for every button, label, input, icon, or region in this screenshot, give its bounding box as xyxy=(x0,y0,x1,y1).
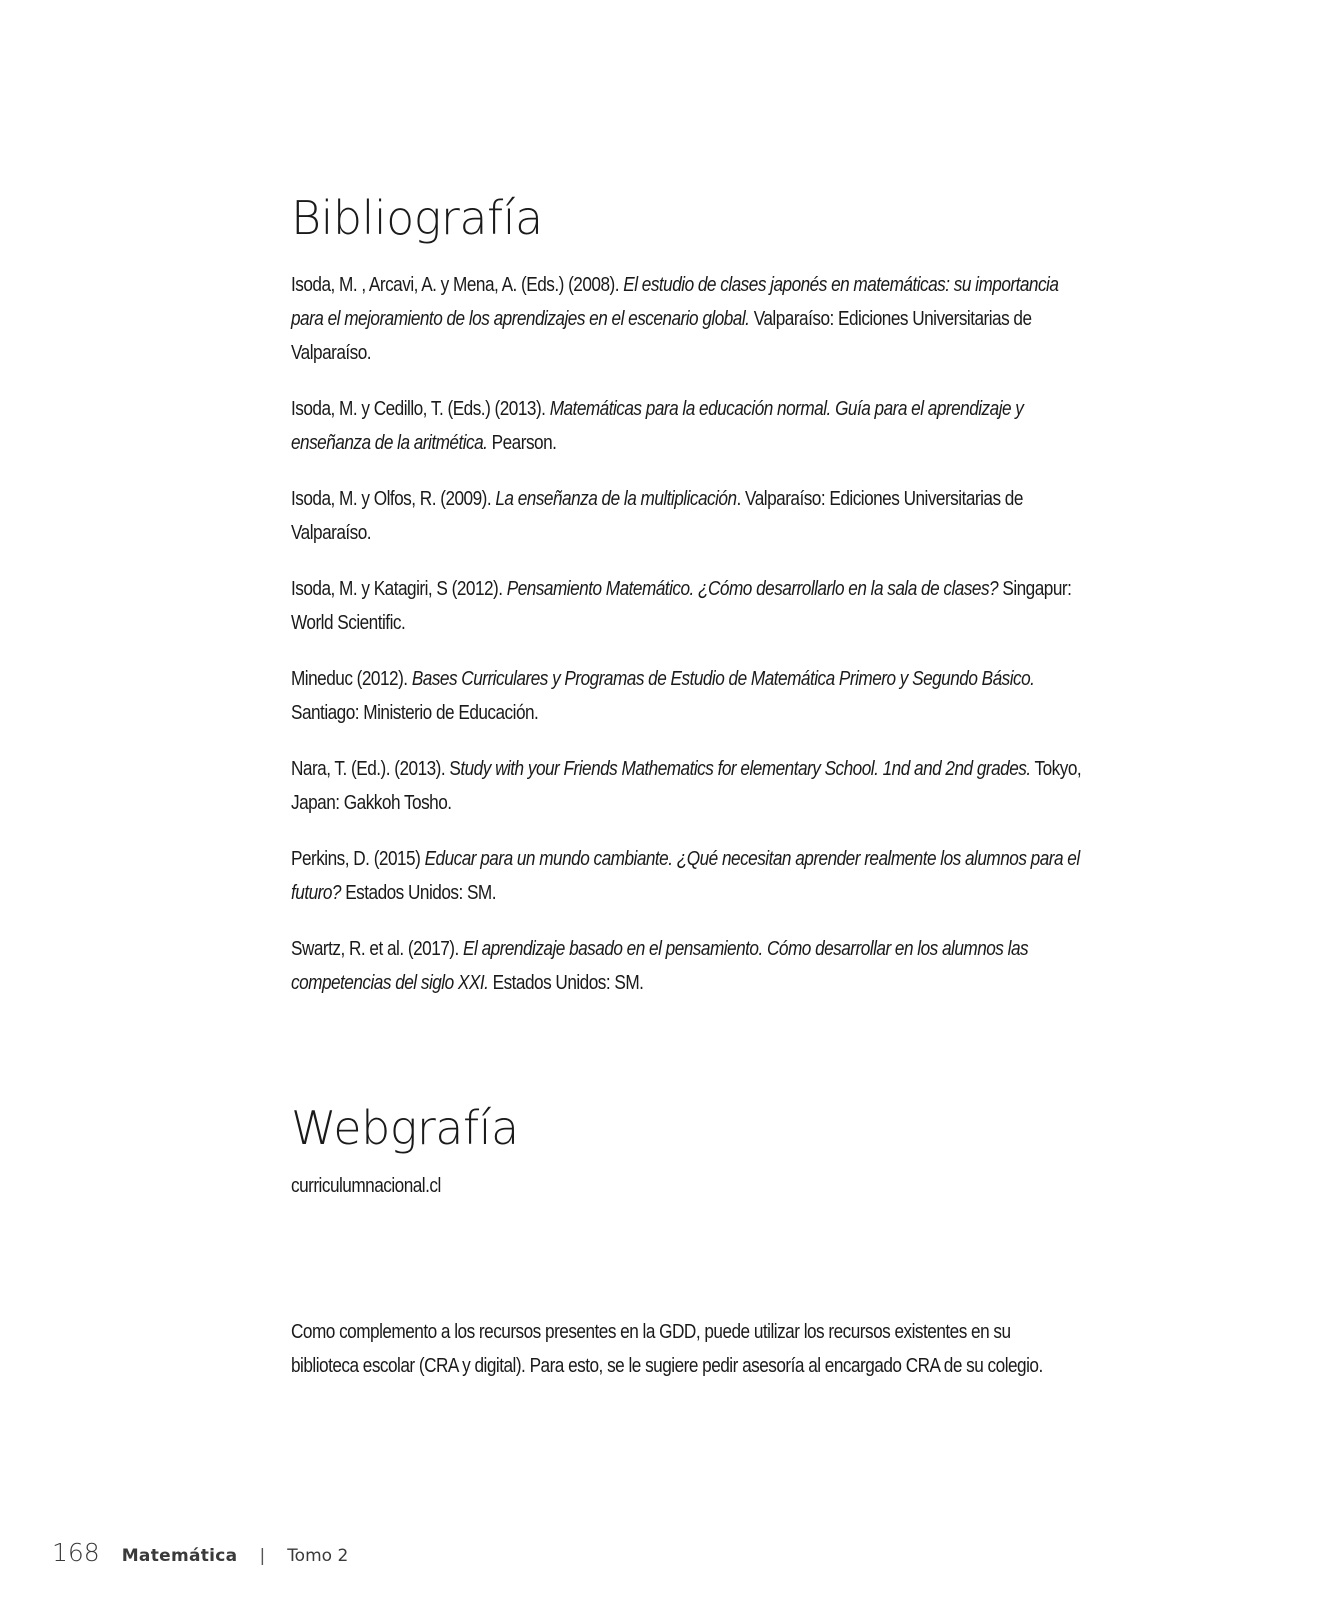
entry-authors: Swartz, R. et al. (2017). xyxy=(291,938,464,960)
page-footer xyxy=(52,1538,348,1567)
entry-title: Pensamiento Matemático. ¿Cómo desarrollarlo en la sala de clases? xyxy=(506,578,999,600)
entry-title: El aprendizaje basado en el pensamiento. Cómo desarrollar en los alumnos las competencias del siglo XXI. xyxy=(291,938,1029,994)
bibliography-entry xyxy=(291,932,1082,1000)
page-number: 168 xyxy=(52,1538,100,1567)
entry-publisher: Tokyo, Japan: Gakkoh Tosho. xyxy=(291,758,1082,814)
bibliography-heading: Bibliografía xyxy=(291,191,543,245)
entry-publisher: Singapur: World Scientific. xyxy=(291,578,1072,634)
entry-authors: Nara, T. (Ed.). (2013). S xyxy=(291,758,461,780)
entry-title: Matemáticas para la educación normal. Guía para el aprendizaje y enseñanza de la aritmética. xyxy=(291,398,1024,454)
entry-title: Educar para un mundo cambiante. ¿Qué necesitan aprender realmente los alumnos para el futuro? xyxy=(291,848,1080,904)
footer-subject: Matemática xyxy=(121,1546,238,1566)
entry-authors: Isoda, M. y Olfos, R. (2009). xyxy=(291,488,496,510)
entry-title: La enseñanza de la multiplicación xyxy=(495,488,737,510)
entry-authors: Mineduc (2012). xyxy=(291,668,412,690)
webography-link[interactable]: curriculumnacional.cl xyxy=(291,1175,441,1197)
entry-authors: Isoda, M. y Katagiri, S (2012). xyxy=(291,578,507,600)
entry-title: El estudio de clases japonés en matemáticas: su importancia para el mejoramiento de los aprendizajes en el escenario global. xyxy=(291,274,1059,330)
entry-authors: Isoda, M. , Arcavi, A. y Mena, A. (Eds.) (2008). xyxy=(291,274,624,296)
entry-title: Bases Curriculares y Programas de Estudio de Matemática Primero y Segundo Básico. xyxy=(411,668,1035,690)
webography-heading: Webgrafía xyxy=(291,1101,519,1155)
bibliography-entry xyxy=(291,842,1082,910)
bibliography-entry xyxy=(291,268,1082,370)
resources-note: Como complemento a los recursos presentes en la GDD, puede utilizar los recursos existentes en su biblioteca escolar (CRA y digital). Para esto, se le sugiere pedir asesoría al encargado CRA de su colegio. xyxy=(291,1321,1043,1377)
bibliography-list xyxy=(291,268,1081,1022)
entry-title: tudy with your Friends Mathematics for elementary School. 1nd and 2nd grades. xyxy=(460,758,1031,780)
bibliography-entry xyxy=(291,482,1082,550)
bibliography-entry xyxy=(291,752,1082,820)
entry-publisher: Estados Unidos: SM. xyxy=(488,972,644,994)
entry-publisher: Estados Unidos: SM. xyxy=(340,882,497,904)
entry-publisher: Pearson. xyxy=(487,432,557,454)
entry-authors: Perkins, D. (2015) xyxy=(291,848,425,870)
entry-authors: Isoda, M. y Cedillo, T. (Eds.) (2013). xyxy=(291,398,550,420)
bibliography-entry xyxy=(291,392,1082,460)
entry-publisher: Santiago: Ministerio de Educación. xyxy=(291,702,539,724)
bibliography-entry xyxy=(291,662,1082,730)
footer-volume: Tomo 2 xyxy=(287,1546,349,1566)
bibliography-entry xyxy=(291,572,1082,640)
footer-separator: | xyxy=(259,1546,266,1566)
entry-publisher: Valparaíso: Ediciones Universitarias de Valparaíso. xyxy=(291,308,1032,364)
entry-publisher: . Valparaíso: Ediciones Universitarias de Valparaíso. xyxy=(291,488,1023,544)
